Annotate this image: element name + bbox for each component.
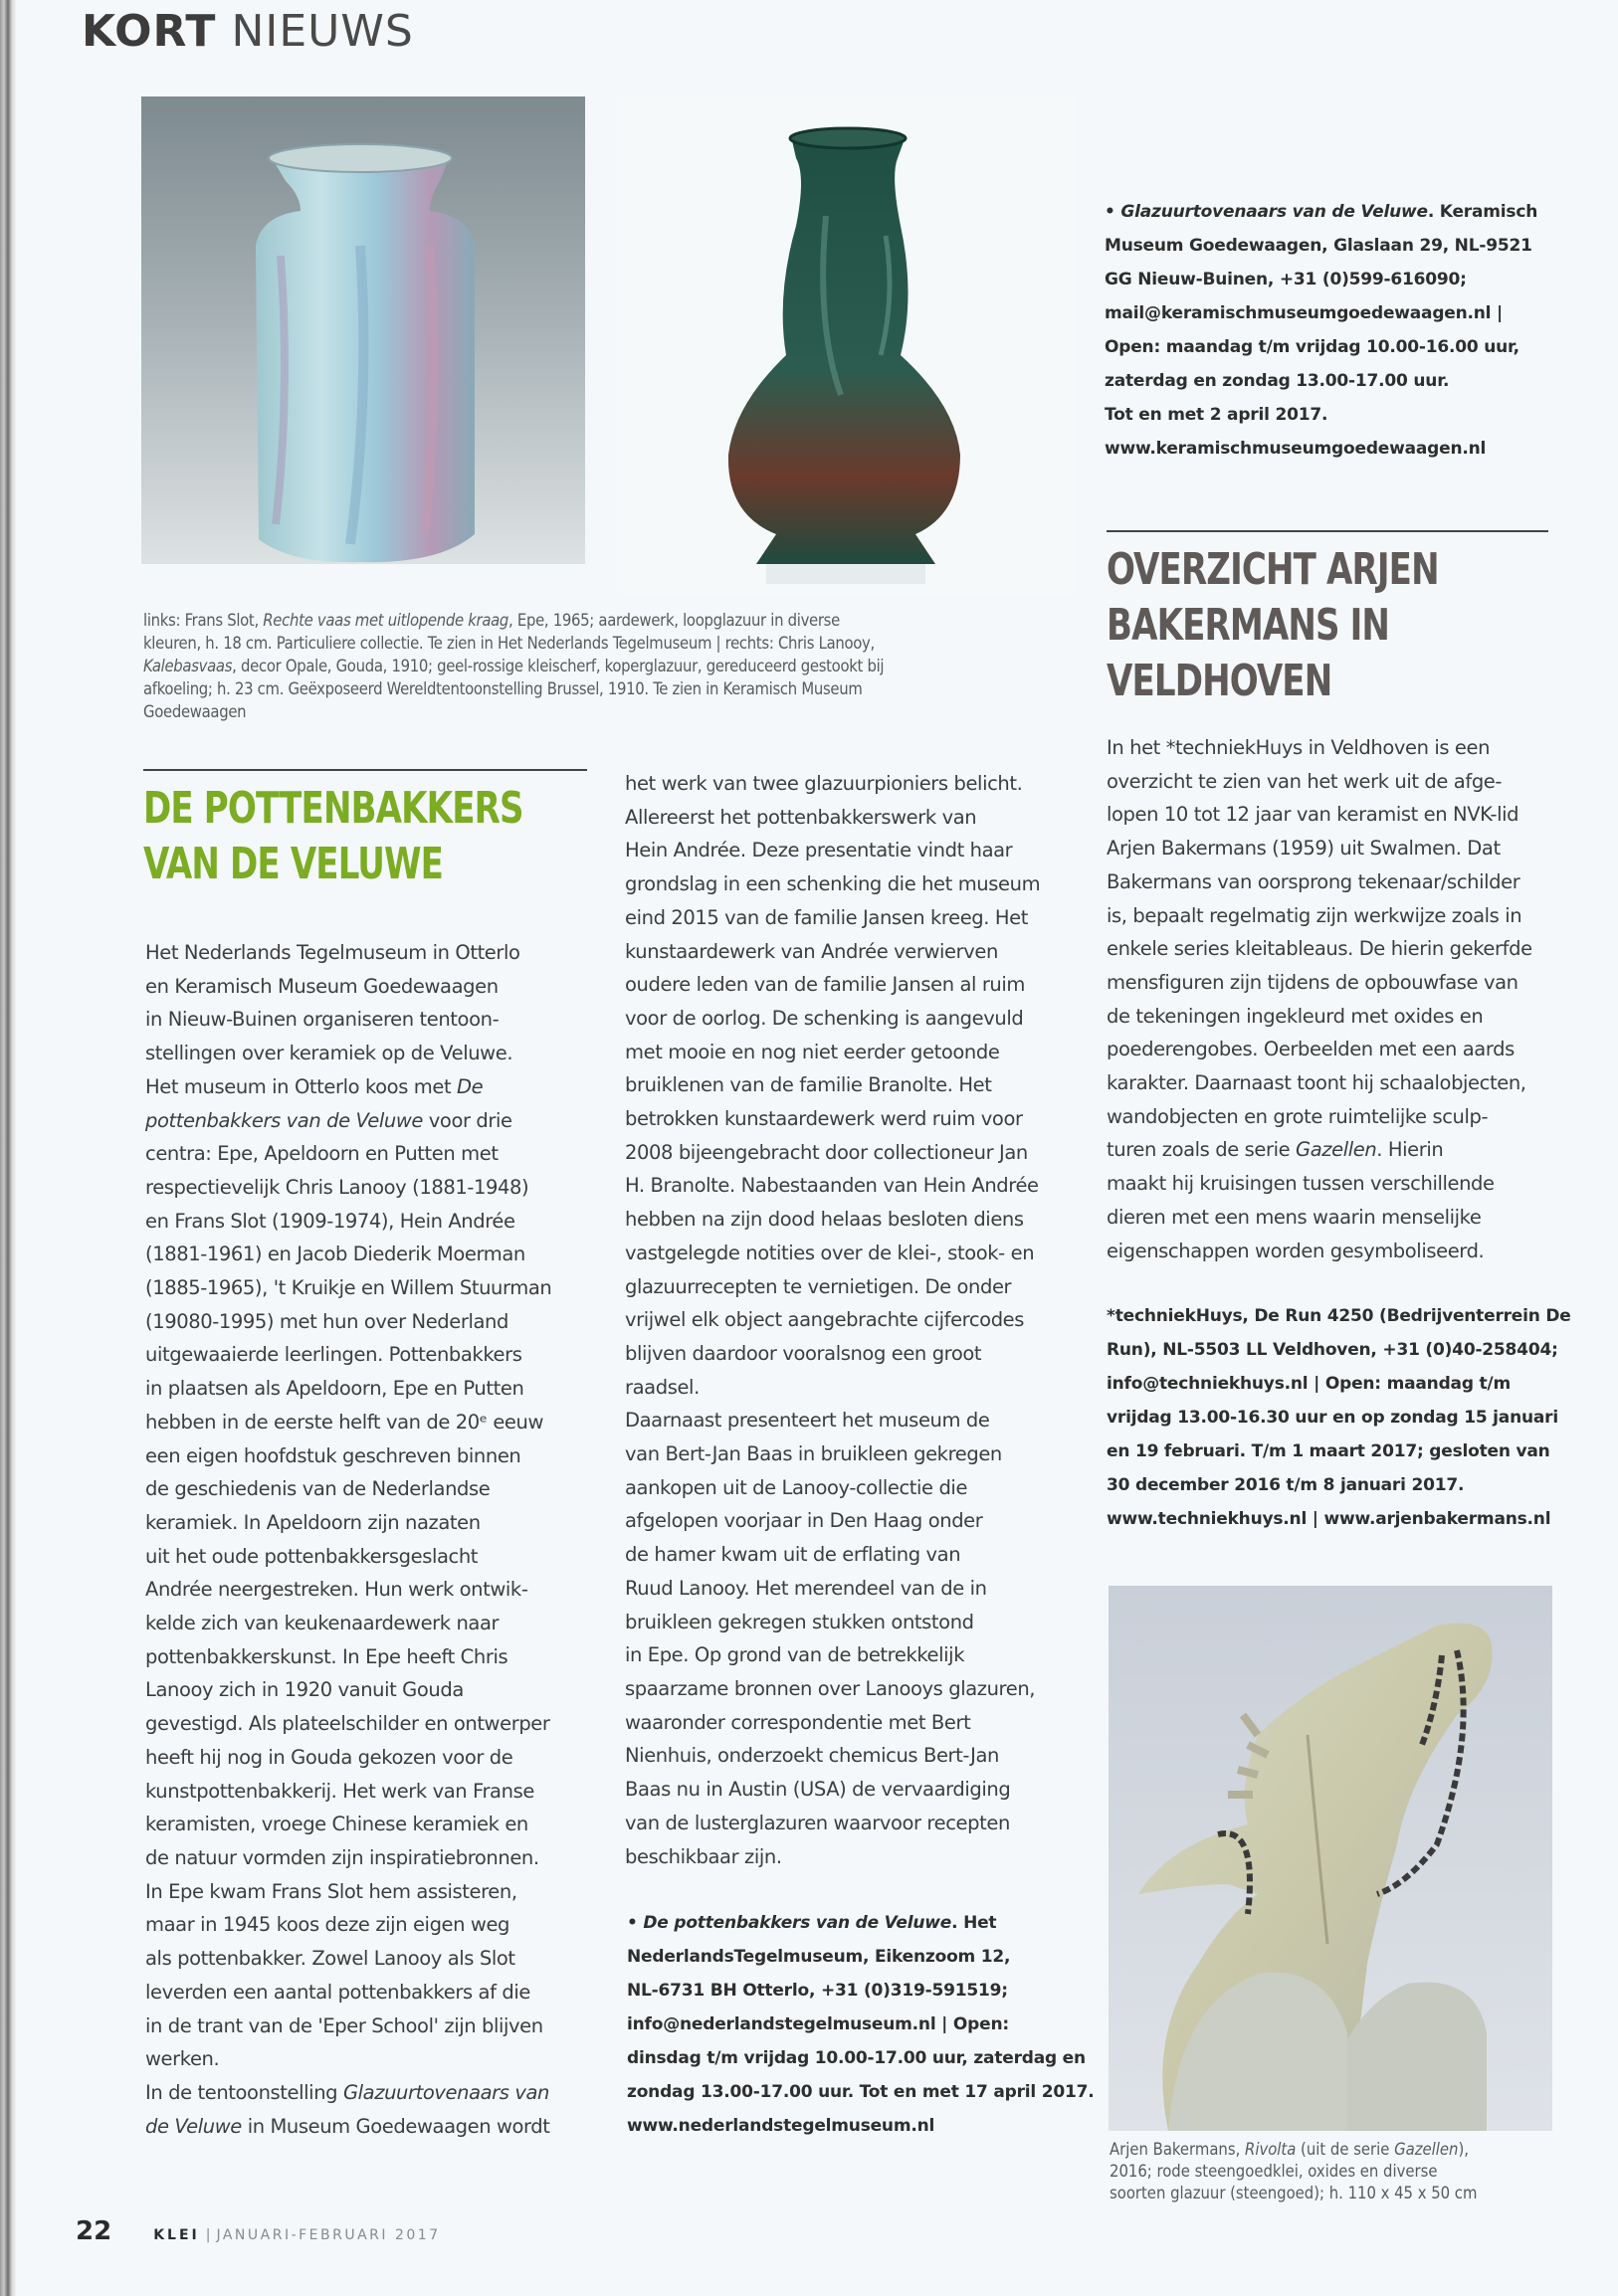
text-segment: centra: Epe, Apeldoorn en Putten met: [145, 1142, 499, 1166]
text-line: [145, 1137, 593, 1171]
text-segment: soorten glazuur (steengoed); h. 110 x 45 x 50 cm: [1110, 2184, 1478, 2202]
info-line: 30 december 2016 t/m 8 januari 2017.: [1107, 1475, 1465, 1495]
headline-line: OVERZICHT ARJEN: [1107, 544, 1439, 595]
italic-title: Rechte vaas met uitlopende kraag: [263, 611, 509, 630]
text-line: [145, 1003, 593, 1037]
text-line: [625, 1572, 1073, 1606]
text-line: [145, 1205, 593, 1239]
text-line: [625, 1437, 1073, 1471]
vase-photo-chris-lanooy: [617, 96, 1075, 594]
text-line: [145, 970, 593, 1004]
text-segment: en Keramisch Museum Goedewaagen: [145, 974, 499, 998]
text-segment: kunstaardewerk van Andrée verwierven: [625, 939, 998, 963]
text-segment: leverden een aantal pottenbakkers af die: [145, 1980, 530, 2004]
text-segment: Daarnaast presenteert het museum de: [625, 1409, 990, 1433]
text-segment: overzicht te zien van het werk uit de afge-: [1107, 769, 1503, 793]
text-line: [145, 1640, 593, 1674]
text-line: [1107, 1066, 1554, 1100]
article-body-column-2: [625, 767, 1073, 1873]
text-segment: (19080-1995) met hun over Nederland: [145, 1309, 508, 1333]
text-segment: grondslag in een schenking die het museum: [625, 872, 1041, 896]
text-segment: karakter. Daarnaast toont hij schaalobjecten,: [1107, 1071, 1526, 1095]
text-segment: keramisten, vroege Chinese keramiek en: [145, 1813, 528, 1836]
text-segment: wandobjecten en grote ruimtelijke sculp-: [1107, 1104, 1489, 1128]
text-line: [625, 1672, 1073, 1706]
text-segment: links: Frans Slot,: [143, 611, 264, 630]
text-segment: dieren met een mens waarin menselijke: [1107, 1205, 1482, 1229]
text-line: [625, 968, 1073, 1002]
text-line: [145, 2076, 593, 2110]
text-line: [625, 1504, 1073, 1538]
text-line: [625, 767, 1073, 801]
text-line: [145, 1741, 593, 1775]
text-line: [625, 901, 1073, 935]
text-line: [145, 1976, 593, 2009]
text-segment: oudere leden van de familie Jansen al ruim: [625, 973, 1026, 997]
italic-title: Kalebasvaas: [143, 657, 233, 675]
text-segment: waaronder correspondentie met Bert: [625, 1710, 971, 1734]
info-website: www.nederlandstegelmuseum.nl: [627, 2116, 935, 2136]
italic-title: Gazellen: [1296, 1138, 1377, 1162]
text-segment: in Nieuw-Buinen organiseren tentoon-: [145, 1008, 500, 1032]
text-segment: (1885-1965), 't Kruikje en Willem Stuurman: [145, 1276, 552, 1300]
text-segment: heeft hij nog in Gouda gekozen voor de: [145, 1745, 513, 1769]
article-body-column-1: [145, 936, 593, 2143]
text-line: [1110, 2161, 1567, 2183]
text-segment: , Epe, 1965; aardewerk, loopglazuur in diverse: [508, 611, 840, 630]
info-line: dinsdag t/m vrijdag 10.00-17.00 uur, zaterdag en: [627, 2048, 1086, 2068]
text-line: [625, 1638, 1073, 1672]
text-segment: het werk van twee glazuurpioniers belicht.: [625, 772, 1023, 795]
text-segment: voor drie: [422, 1108, 512, 1132]
vase-photo-frans-slot: [141, 96, 585, 564]
text-line: [1107, 832, 1554, 865]
text-line: [145, 1406, 593, 1439]
info-line: . Het: [951, 1913, 997, 1933]
italic-title: De: [457, 1074, 484, 1098]
text-segment: 2016; rode steengoedklei, oxides en diverse: [1110, 2162, 1438, 2181]
text-segment: In het *techniekHuys in Veldhoven is een: [1107, 736, 1491, 759]
bullet: •: [1105, 202, 1121, 222]
text-segment: beschikbaar zijn.: [625, 1844, 782, 1868]
vase-photo-icon: [617, 96, 1075, 594]
italic-title: pottenbakkers van de Veluwe: [145, 1108, 423, 1132]
text-segment: als pottenbakker. Zowel Lanooy als Slot: [145, 1947, 515, 1971]
text-segment: Goedewaagen: [143, 702, 247, 721]
text-segment: enkele series kleitableaus. De hierin gekerfde: [1107, 937, 1532, 961]
text-segment: een eigen hoofdstuk geschreven binnen: [145, 1443, 521, 1467]
italic-title: Glazuurtovenaars van: [342, 2080, 549, 2104]
vase-photo-icon: [141, 96, 585, 564]
info-line: GG Nieuw-Buinen, +31 (0)599-616090;: [1105, 270, 1467, 289]
text-segment: respectievelijk Chris Lanooy (1881-1948): [145, 1175, 529, 1199]
info-line: NL-6731 BH Otterlo, +31 (0)319-591519;: [627, 1981, 1008, 2001]
article-headline-pottenbakkers: [143, 781, 605, 892]
text-segment: aankopen uit de Lanooy-collectie die: [625, 1475, 968, 1499]
text-line: [145, 1607, 593, 1640]
text-segment: Lanooy zich in 1920 vanuit Gouda: [145, 1678, 464, 1702]
text-line: [145, 1171, 593, 1205]
bullet: •: [627, 1913, 644, 1933]
text-line: [145, 1506, 593, 1540]
text-segment: eigenschappen worden gesymboliseerd.: [1107, 1239, 1485, 1262]
text-segment: , decor Opale, Gouda, 1910; geel-rossige kleischerf, koperglazuur, gereduceerd gestookt bij: [232, 657, 885, 675]
text-segment: spaarzame bronnen over Lanooys glazuren,: [625, 1676, 1036, 1700]
text-segment: stellingen over keramiek op de Veluwe.: [145, 1042, 513, 1065]
text-line: [625, 935, 1073, 969]
text-line: [1110, 2139, 1567, 2161]
text-segment: de tekeningen ingekleurd met oxides en: [1107, 1004, 1484, 1028]
exhibition-info-techniekhuys: [1107, 1299, 1571, 1536]
text-line: [145, 1372, 593, 1406]
text-line: [145, 1875, 593, 1909]
text-line: [1107, 1133, 1554, 1167]
text-line: [625, 1706, 1073, 1740]
text-segment: de geschiedenis van de Nederlandse: [145, 1477, 491, 1501]
text-line: [145, 1808, 593, 1841]
text-segment: poederengobes. Oerbeelden met een aards: [1107, 1038, 1515, 1061]
text-line: [1107, 731, 1554, 765]
exhibition-title: De pottenbakkers van de Veluwe: [643, 1913, 952, 1933]
magazine-name: KLEI: [153, 2227, 200, 2243]
text-segment: (1881-1961) en Jacob Diederik Moerman: [145, 1243, 525, 1266]
text-line: [625, 1102, 1073, 1136]
text-line: [625, 1068, 1073, 1102]
text-line: [1107, 1201, 1554, 1235]
text-line: [1110, 2183, 1567, 2204]
info-website: www.techniekhuys.nl | www.arjenbakermans.nl: [1107, 1509, 1551, 1529]
text-line: [145, 1707, 593, 1741]
text-segment: In Epe kwam Frans Slot hem assisteren,: [145, 1879, 517, 1903]
text-line: [625, 867, 1073, 901]
info-line: zaterdag en zondag 13.00-17.00 uur.: [1105, 371, 1450, 391]
exhibition-title: Glazuurtovenaars van de Veluwe: [1120, 202, 1428, 222]
text-line: [625, 1606, 1073, 1639]
headline-line: VELDHOVEN: [1107, 656, 1332, 706]
page-number: 22: [76, 2216, 112, 2246]
text-line: [145, 1540, 593, 1574]
text-line: [1107, 865, 1554, 899]
text-segment: kleuren, h. 18 cm. Particuliere collectie. Te zien in Het Nederlands Tegelmuseum | rechts: Chris Lanooy,: [143, 634, 875, 653]
text-line: [625, 1303, 1073, 1337]
text-segment: Het Nederlands Tegelmuseum in Otterlo: [145, 941, 520, 964]
article-body-column-3: [1107, 731, 1554, 1267]
text-line: [145, 936, 593, 970]
text-segment: bruikleen gekregen stukken ontstond: [625, 1610, 974, 1633]
text-segment: maar in 1945 koos deze zijn eigen weg: [145, 1913, 510, 1937]
text-line: [145, 1673, 593, 1707]
info-line: Tot en met 2 april 2017.: [1105, 405, 1328, 425]
text-line: [625, 1270, 1073, 1304]
text-line: [1107, 1235, 1554, 1268]
text-segment: eind 2015 van de familie Jansen kreeg. Het: [625, 905, 1028, 929]
text-line: [625, 834, 1073, 867]
text-line: [625, 1538, 1073, 1572]
text-line: [1107, 932, 1554, 966]
text-line: [145, 1942, 593, 1976]
info-line: vrijdag 13.00-16.30 uur en op zondag 15 januari: [1107, 1408, 1558, 1428]
text-segment: betrokken kunstaardewerk werd ruim voor: [625, 1107, 1023, 1131]
text-line: [625, 1773, 1073, 1807]
text-line: [145, 1775, 593, 1809]
text-segment: van Bert-Jan Baas in bruikleen gekregen: [625, 1442, 1002, 1466]
text-segment: Ruud Lanooy. Het merendeel van de in: [625, 1576, 987, 1600]
italic-title: Rivolta: [1245, 2140, 1297, 2159]
info-line: *techniekHuys, De Run 4250 (Bedrijventerrein De: [1107, 1306, 1571, 1326]
issue-date: JANUARI-FEBRUARI 2017: [216, 2227, 441, 2243]
italic-title: Gazellen: [1394, 2140, 1459, 2159]
text-line: [145, 1271, 593, 1305]
page-footer: [76, 2216, 441, 2246]
text-segment: kunstpottenbakkerij. Het werk van Franse: [145, 1779, 534, 1803]
text-segment: is, bepaalt regelmatig zijn werkwijze zoals in: [1107, 903, 1522, 927]
text-segment: werken.: [145, 2047, 220, 2071]
section-header-light: NIEUWS: [231, 6, 414, 57]
text-segment: . Hierin: [1376, 1138, 1444, 1162]
info-line: NederlandsTegelmuseum, Eikenzoom 12,: [627, 1947, 1011, 1967]
text-segment: hebben na zijn dood helaas besloten diens: [625, 1208, 1024, 1232]
text-segment: van de lusterglazuren waarvoor recepten: [625, 1811, 1010, 1834]
text-segment: afgelopen voorjaar in Den Haag onder: [625, 1509, 983, 1533]
text-line: [145, 1908, 593, 1942]
info-line: Museum Goedewaagen, Glaslaan 29, NL-9521: [1105, 236, 1532, 256]
text-line: [625, 1036, 1073, 1069]
info-line: Run), NL-5503 LL Veldhoven, +31 (0)40-258404;: [1107, 1340, 1558, 1360]
text-segment: kelde zich van keukenaardewerk naar: [145, 1612, 500, 1635]
text-segment: uitgewaaierde leerlingen. Pottenbakkers: [145, 1343, 522, 1367]
text-line: [625, 1136, 1073, 1170]
text-line: [143, 632, 1039, 655]
text-segment: Nienhuis, onderzoekt chemicus Bert-Jan: [625, 1744, 999, 1768]
italic-title: de Veluwe: [145, 2114, 242, 2138]
article-headline-bakermans: [1107, 542, 1568, 709]
info-line: en 19 februari. T/m 1 maart 2017; gesloten van: [1107, 1441, 1550, 1461]
photo-caption-sculpture: [1110, 2139, 1567, 2204]
exhibition-info-tegelmuseum: [627, 1906, 1095, 2143]
text-segment: vrijwel elk object aangebrachte cijfercodes: [625, 1308, 1025, 1332]
text-segment: in Museum Goedewaagen wordt: [241, 2114, 550, 2138]
text-line: [143, 700, 1039, 723]
text-line: [625, 1237, 1073, 1270]
section-header: [82, 6, 414, 57]
info-email: mail@keramischmuseumgoedewaagen.nl |: [1105, 303, 1504, 323]
text-segment: vastgelegde notities over de klei-, stook- en: [625, 1241, 1035, 1264]
headline-line: BAKERMANS IN: [1107, 600, 1390, 651]
info-line: Open: maandag t/m vrijdag 10.00-16.00 uur,: [1105, 337, 1519, 357]
text-line: [625, 1404, 1073, 1437]
text-segment: turen zoals de serie: [1107, 1138, 1296, 1162]
text-segment: de natuur vormden zijn inspiratiebronnen.: [145, 1845, 539, 1869]
text-line: [625, 1739, 1073, 1773]
text-segment: Het museum in Otterlo koos met: [145, 1074, 457, 1098]
text-line: [625, 1807, 1073, 1840]
text-segment: 2008 bijeengebracht door collectioneur Jan: [625, 1140, 1028, 1164]
info-line: info@techniekhuys.nl | Open: maandag t/m: [1107, 1374, 1511, 1394]
text-line: [625, 1203, 1073, 1237]
headline-line: DE POTTENBAKKERS: [143, 783, 523, 834]
text-segment: in plaatsen als Apeldoorn, Epe en Putten: [145, 1377, 524, 1401]
text-segment: pottenbakkerskunst. In Epe heeft Chris: [145, 1644, 508, 1668]
text-line: [145, 1238, 593, 1271]
text-segment: met mooie en nog niet eerder getoonde: [625, 1040, 1000, 1063]
text-line: [1107, 798, 1554, 832]
text-line: [145, 1841, 593, 1875]
text-line: [145, 1037, 593, 1070]
text-segment: keramiek. In Apeldoorn zijn nazaten: [145, 1510, 481, 1534]
divider-rule: [1107, 530, 1548, 532]
text-segment: in de trant van de 'Eper School' zijn blijven: [145, 2013, 543, 2037]
info-website: www.keramischmuseumgoedewaagen.nl: [1105, 439, 1487, 459]
text-line: [145, 1104, 593, 1138]
exhibition-info-goedewaagen: [1105, 195, 1562, 466]
text-line: [145, 1305, 593, 1339]
headline-line: VAN DE VELUWE: [143, 839, 444, 889]
text-segment: bruiklenen van de familie Branolte. Het: [625, 1073, 992, 1097]
text-line: [1107, 966, 1554, 1000]
info-line: zondag 13.00-17.00 uur. Tot en met 17 april 2017.: [627, 2082, 1095, 2102]
text-segment: lopen 10 tot 12 jaar van keramist en NVK-lid: [1107, 803, 1519, 827]
text-segment: in Epe. Op grond van de betrekkelijk: [625, 1643, 965, 1667]
text-line: [145, 1439, 593, 1473]
text-line: [145, 1472, 593, 1506]
text-segment: Bakermans van oorsprong tekenaar/schilder: [1107, 869, 1520, 893]
text-segment: In de tentoonstelling: [145, 2080, 343, 2104]
text-line: [143, 677, 1039, 700]
info-email: info@nederlandstegelmuseum.nl | Open:: [627, 2014, 1009, 2034]
page-binding-edge: [0, 0, 16, 2296]
text-line: [1107, 1033, 1554, 1066]
text-segment: uit het oude pottenbakkersgeslacht: [145, 1544, 479, 1568]
text-line: [1107, 1000, 1554, 1034]
text-segment: Andrée neergestreken. Hun werk ontwik-: [145, 1578, 528, 1602]
text-line: [145, 1573, 593, 1607]
text-line: [625, 1840, 1073, 1874]
footer-separator: |: [205, 2227, 211, 2243]
photo-caption-vases: [143, 609, 1039, 723]
text-line: [145, 1070, 593, 1104]
text-line: [1107, 1100, 1554, 1134]
text-segment: mensfiguren zijn tijdens de opbouwfase van: [1107, 970, 1518, 994]
text-line: [1107, 765, 1554, 799]
text-line: [625, 1002, 1073, 1036]
text-line: [625, 1337, 1073, 1371]
text-segment: H. Branolte. Nabestaanden van Hein Andrée: [625, 1174, 1039, 1198]
text-segment: (uit de serie: [1296, 2140, 1395, 2159]
text-line: [625, 801, 1073, 835]
text-line: [145, 2009, 593, 2043]
text-segment: Arjen Bakermans,: [1110, 2140, 1245, 2159]
text-segment: Baas nu in Austin (USA) de vervaardiging: [625, 1778, 1011, 1802]
text-segment: Allereerst het pottenbakkerswerk van: [625, 805, 977, 829]
info-line: . Keramisch: [1427, 202, 1538, 222]
text-line: [1107, 1167, 1554, 1201]
text-line: [143, 609, 1039, 632]
text-segment: ),: [1458, 2140, 1469, 2159]
sculpture-photo-rivolta: [1109, 1586, 1552, 2131]
text-segment: en Frans Slot (1909-1974), Hein Andrée: [145, 1209, 515, 1233]
text-segment: raadsel.: [625, 1375, 700, 1399]
text-line: [625, 1169, 1073, 1203]
text-line: [625, 1471, 1073, 1505]
section-header-bold: KORT: [82, 6, 217, 57]
text-line: [1107, 899, 1554, 933]
text-segment: voor de oorlog. De schenking is aangevuld: [625, 1006, 1024, 1030]
text-segment: Hein Andrée. Deze presentatie vindt haar: [625, 839, 1013, 862]
text-segment: de hamer kwam uit de erflating van: [625, 1543, 961, 1567]
text-line: [625, 1371, 1073, 1405]
text-segment: hebben in de eerste helft van de 20ᵉ eeuw: [145, 1410, 544, 1434]
text-segment: maakt hij kruisingen tussen verschillende: [1107, 1172, 1495, 1196]
sculpture-photo-icon: [1109, 1586, 1552, 2131]
text-line: [145, 2110, 593, 2144]
text-segment: gevestigd. Als plateelschilder en ontwerper: [145, 1712, 550, 1736]
text-line: [145, 2042, 593, 2076]
text-segment: blijven daardoor vooralsnog een groot: [625, 1341, 982, 1365]
divider-rule: [143, 769, 587, 771]
text-segment: afkoeling; h. 23 cm. Geëxposeerd Wereldtentoonstelling Brussel, 1910. Te zien in Keramisch Museum: [143, 679, 863, 698]
text-segment: glazuurrecepten te vernietigen. De onder: [625, 1274, 1012, 1298]
text-line: [143, 655, 1039, 677]
text-line: [145, 1338, 593, 1372]
text-segment: Arjen Bakermans (1959) uit Swalmen. Dat: [1107, 837, 1501, 861]
